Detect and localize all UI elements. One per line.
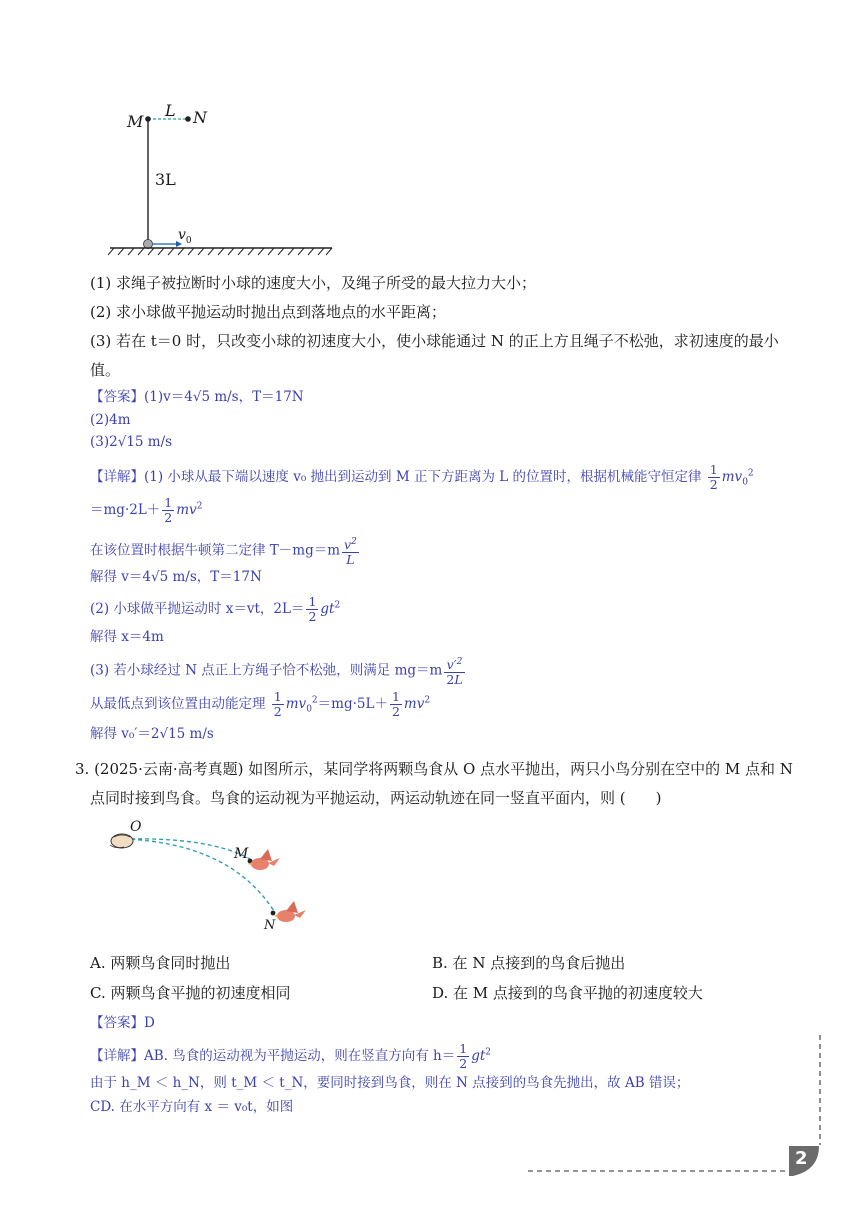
- option-C: C. 两颗鸟食平抛的初速度相同: [90, 984, 291, 1002]
- answer-line-1: 【答案】(1)v＝4√5 m/s，T＝17N: [90, 389, 304, 405]
- label-N: N: [193, 108, 207, 127]
- question-1: (1) 求绳子被拉断时小球的速度大小，及绳子所受的最大拉力大小；: [90, 274, 537, 292]
- label-3L: 3L: [155, 170, 176, 189]
- question3-stem-line2: 点同时接到鸟食。鸟食的运动视为平抛运动，两运动轨迹在同一竖直平面内，则 ( ): [90, 789, 662, 807]
- question-3-line2: 值。: [90, 361, 121, 379]
- label-v0: $v_0$: [178, 227, 192, 246]
- detail-line-5: (2) 小球做平抛运动时 x＝vt，2L＝ $\frac{1}{2}$ $gt^2$: [90, 594, 341, 624]
- detail-tag: 【详解】: [90, 469, 144, 485]
- answer-tag: 【答案】: [90, 389, 144, 405]
- bird-icon-N: [274, 901, 306, 922]
- question3-stem-line1: 3. (2025·云南·高考真题) 如图所示，某同学将两颗鸟食从 O 点水平抛出，两只小鸟分别在空中的 M 点和 N: [75, 760, 793, 778]
- detail-line-9: 解得 v₀′＝2√15 m/s: [90, 726, 214, 742]
- hand-icon: [110, 834, 133, 848]
- detail-line-6: 解得 x＝4m: [90, 629, 164, 645]
- answer-line-3: (3)2√15 m/s: [90, 434, 173, 450]
- label-L: L: [165, 101, 176, 120]
- fig2-label-O: O: [130, 819, 142, 835]
- detail-line-7: (3) 若小球经过 N 点正上方绳子恰不松弛，则满足 mg＝m $\frac{v'^2}{2L}$: [90, 657, 463, 688]
- detail-line-2: ＝mg·2L＋ $\frac{1}{2}$ $mv^2$: [90, 495, 203, 525]
- fig2-label-N: N: [264, 918, 276, 933]
- page-number: 2: [795, 1148, 808, 1169]
- question-3-line1: (3) 若在 t＝0 时，只改变小球的初速度大小，使小球能通过 N 的正上方且绳子不松弛，求初速度的最小: [90, 332, 779, 350]
- option-D: D. 在 M 点接到的鸟食平抛的初速度较大: [432, 984, 703, 1002]
- q3-detail-line-2: 由于 h_M ＜ h_N，则 t_M ＜ t_N，要同时接到鸟食，则在 N 点接到的鸟食先抛出，故 AB 错误；: [90, 1075, 690, 1091]
- page-corner-decoration: [525, 1030, 825, 1180]
- detail-line-3: 在该位置时根据牛顿第二定律 T－mg＝m $\frac{v^2}{L}$: [90, 537, 357, 568]
- fig2-label-M: M: [234, 846, 249, 862]
- q3-detail-line-1: 【详解】AB. 鸟食的运动视为平抛运动，则在竖直方向有 h＝ $\frac{1}{2}$ $gt^2$: [90, 1041, 492, 1071]
- answer-line-2: (2)4m: [90, 412, 131, 428]
- option-A: A. 两颗鸟食同时抛出: [90, 954, 231, 972]
- q3-detail-line-3: CD. 在水平方向有 x ＝ v₀t，如图: [90, 1099, 294, 1115]
- detail-line-4: 解得 v＝4√5 m/s，T＝17N: [90, 569, 262, 585]
- detail-line-8: 从最低点到该位置由动能定理 $\frac{1}{2}$ $mv_0^2=mg\cdot 5L+$ $\frac{1}{2}$ $mv^2$: [90, 689, 431, 719]
- label-M: M: [127, 112, 144, 131]
- question-2: (2) 求小球做平抛运动时抛出点到落地点的水平距离；: [90, 303, 447, 321]
- q3-answer: 【答案】D: [90, 1015, 155, 1031]
- option-B: B. 在 N 点接到的鸟食后抛出: [432, 954, 626, 972]
- bird-icon-M: [248, 849, 280, 870]
- detail-line-1: 【详解】(1) 小球从最下端以速度 v₀ 抛出到运动到 M 正下方距离为 L 的位置时，根据机械能守恒定律 $\frac{1}{2}$ $mv_0^2$: [90, 462, 754, 492]
